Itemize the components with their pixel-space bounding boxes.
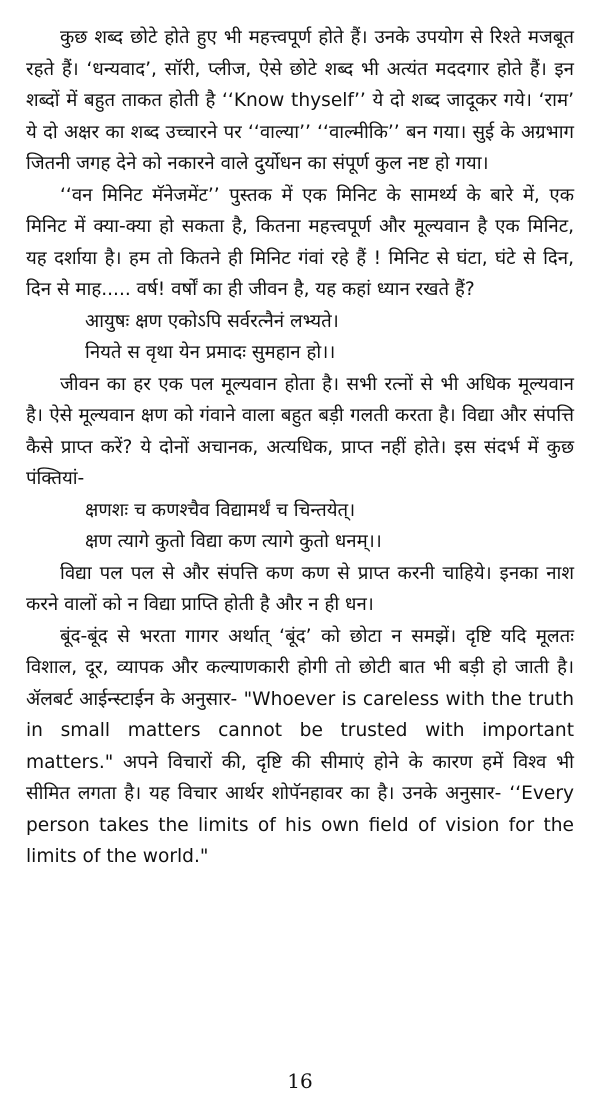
sanskrit-verse-line-3: क्षणशः च कणश्चैव विद्यामर्थं च चिन्तयेत्। — [85, 499, 356, 521]
paragraph-drop-by-drop: बूंद-बूंद से भरता गागर अर्थात् ‘बूंद’ को छोटा न समझें। दृष्टि यदि मूलतः विशाल, दूर, व्यापक और कल्याणकारी होगी तो छोटी बात भी बड़ी हो जाती है। ॲलबर्ट आईन्स्टाईन के अनुसार- "Whoever is careless with the truth in small matters cannot be trusted with important matters." अपने विचारों की, दृष्टि की सीमाएं होने के कारण हमें विश्व भी सीमित लगता है। यह विचार आर्थर शोपॅनहावर का है। उनके अनुसार- ‘‘Every person takes the limits of his own field of vision for the limits of the world." — [26, 625, 574, 867]
page-number: 16 — [287, 1069, 313, 1093]
page-body — [26, 22, 574, 873]
sanskrit-verse-line-4: क्षण त्यागे कुतो विद्या कण त्यागे कुतो धनम्।। — [85, 531, 382, 552]
paragraph-value-of-life: जीवन का हर एक पल मूल्यवान होता है। सभी रत्नों से भी अधिक मूल्यवान है। ऐसे मूल्यवान क्षण को गंवाने वाला बहुत बड़ी गलती करता है। विद्या और संपत्ति कैसे प्राप्त करें? ये दोनों अचानक, अत्यधिक, प्राप्त नहीं होते। इस संदर्भ में कुछ पंक्तियां- — [26, 373, 574, 489]
sanskrit-verse-line-2: नियते स वृथा येन प्रमादः सुमहान हो।। — [85, 342, 336, 363]
paragraph-one-minute-management: ‘‘वन मिनिट मॅनेजमेंट’’ पुस्तक में एक मिनिट के सामर्थ्य के बारे में, एक मिनिट में क्या-क्या हो सकता है, कितना महत्त्वपूर्ण और मूल्यवान है एक मिनिट, यह दर्शाया है। हम तो कितने ही मिनिट गंवां रहे हैं ! मिनिट से घंटा, घंटे से दिन, दिन से माह..... वर्ष! वर्षों का ही जीवन है, यह कहां ध्यान रखते हैं? — [26, 184, 574, 300]
paragraph-knowledge-wealth: विद्या पल पल से और संपत्ति कण कण से प्राप्त करनी चाहिये। इनका नाश करने वालों को न विद्या प्राप्ति होती है और न ही धन। — [26, 562, 574, 615]
sanskrit-verse-line-1: आयुषः क्षण एकोऽपि सर्वरत्नैनं लभ्यते। — [85, 310, 339, 332]
paragraph-small-words: कुछ शब्द छोटे होते हुए भी महत्त्वपूर्ण होते हैं। उनके उपयोग से रिश्ते मजबूत रहते हैं। ‘धन्यवाद’, सॉरी, प्लीज, ऐसे छोटे शब्द भी अत्यंत मददगार होते हैं। इन शब्दों में बहुत ताकत होती है ‘‘Know thyself’’ ये दो शब्द जादूकर गये। ‘राम’ ये दो अक्षर का शब्द उच्चारने पर ‘‘वाल्या’’ ‘‘वाल्मीकि’’ बन गया। सुई के अग्रभाग जितनी जगह देने को नकारने वाले दुर्योधन का संपूर्ण कुल नष्ट हो गया। — [26, 27, 574, 174]
